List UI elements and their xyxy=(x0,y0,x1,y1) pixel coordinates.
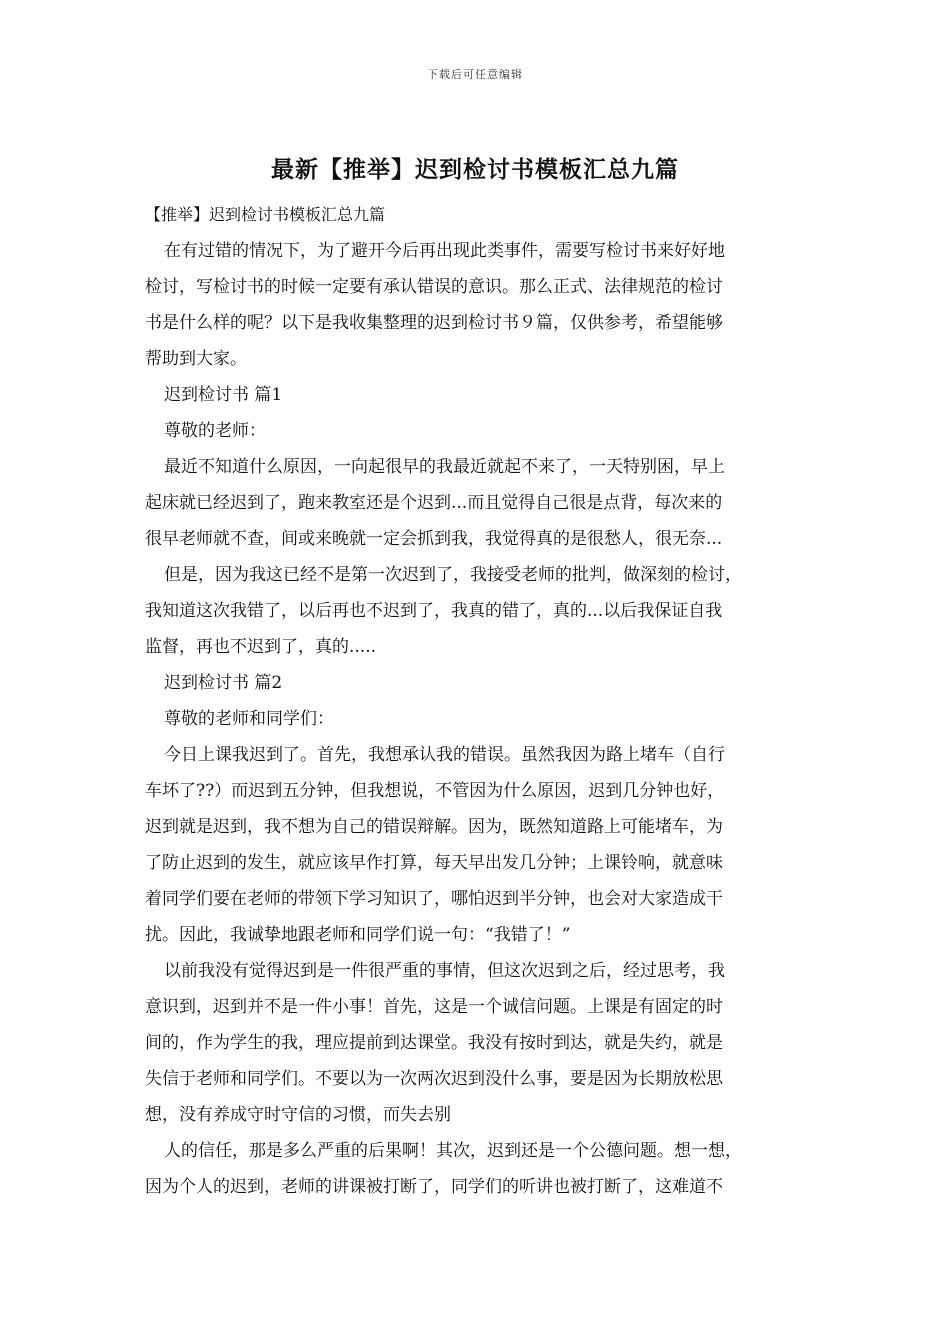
paragraph-line: 在有过错的情况下，为了避开今后再出现此类事件，需要写检讨书来好好地 xyxy=(164,241,725,261)
paragraph-line: 间的，作为学生的我，理应提前到达课堂。我没有按时到达，就是失约，就是 xyxy=(145,1033,723,1053)
section-heading: 迟到检讨书 篇1 xyxy=(164,385,283,405)
paragraph-line: 起床就已经迟到了，跑来教室还是个迟到...而且觉得自己很是点背，每次来的 xyxy=(145,493,723,513)
salutation: 尊敬的老师： xyxy=(164,421,266,441)
paragraph-line: 帮助到大家。 xyxy=(145,349,247,369)
paragraph-line: 今日上课我迟到了。首先，我想承认我的错误。虽然我因为路上堵车（自行 xyxy=(164,745,725,765)
paragraph-line: 很早老师就不查，间或来晚就一定会抓到我，我觉得真的是很愁人，很无奈... xyxy=(145,529,723,549)
paragraph-line: 迟到就是迟到，我不想为自己的错误辩解。因为，既然知道路上可能堵车，为 xyxy=(145,817,723,837)
paragraph-line: 以前我没有觉得迟到是一件很严重的事情，但这次迟到之后，经过思考，我 xyxy=(164,961,725,981)
paragraph-line: 我知道这次我错了，以后再也不迟到了，我真的错了，真的...以后我保证自我 xyxy=(145,601,723,621)
paragraph-line: 着同学们要在老师的带领下学习知识了，哪怕迟到半分钟，也会对大家造成干 xyxy=(145,889,723,909)
document-subtitle: 【推举】迟到检讨书模板汇总九篇 xyxy=(145,205,386,224)
section-heading: 迟到检讨书 篇2 xyxy=(164,673,283,693)
paragraph-line: 意识到，迟到并不是一件小事！首先，这是一个诚信问题。上课是有固定的时 xyxy=(145,997,723,1017)
paragraph-line: 失信于老师和同学们。不要以为一次两次迟到没什么事，要是因为长期放松思 xyxy=(145,1069,723,1089)
paragraph-line: 最近不知道什么原因，一向起很早的我最近就起不来了，一天特别困，早上 xyxy=(164,457,725,477)
paragraph-line: 检讨，写检讨书的时候一定要有承认错误的意识。那么正式、法律规范的检讨 xyxy=(145,277,723,297)
paragraph-line: 书是什么样的呢？以下是我收集整理的迟到检讨书９篇，仅供参考，希望能够 xyxy=(145,313,723,333)
header-note: 下载后可任意编辑 xyxy=(427,68,523,81)
document-title: 最新【推举】迟到检讨书模板汇总九篇 xyxy=(271,156,679,183)
paragraph-line: 人的信任，那是多么严重的后果啊！其次，迟到还是一个公德问题。想一想， xyxy=(164,1141,742,1161)
paragraph-line: 车坏了??）而迟到五分钟，但我想说，不管因为什么原因，迟到几分钟也好， xyxy=(145,781,725,801)
paragraph-line: 但是，因为我这已经不是第一次迟到了，我接受老师的批判，做深刻的检讨， xyxy=(164,565,742,585)
paragraph-line: 扰。因此，我诚挚地跟老师和同学们说一句：“我错了！” xyxy=(145,925,571,945)
document-body xyxy=(145,197,820,1205)
paragraph-line: 监督，再也不迟到了，真的..... xyxy=(145,637,377,657)
paragraph-line: 因为个人的迟到，老师的讲课被打断了，同学们的听讲也被打断了，这难道不 xyxy=(145,1177,723,1197)
paragraph-line: 了防止迟到的发生，就应该早作打算，每天早出发几分钟；上课铃响，就意味 xyxy=(145,853,723,873)
paragraph-line: 想，没有养成守时守信的习惯，而失去别 xyxy=(145,1105,451,1125)
salutation: 尊敬的老师和同学们： xyxy=(164,709,334,729)
